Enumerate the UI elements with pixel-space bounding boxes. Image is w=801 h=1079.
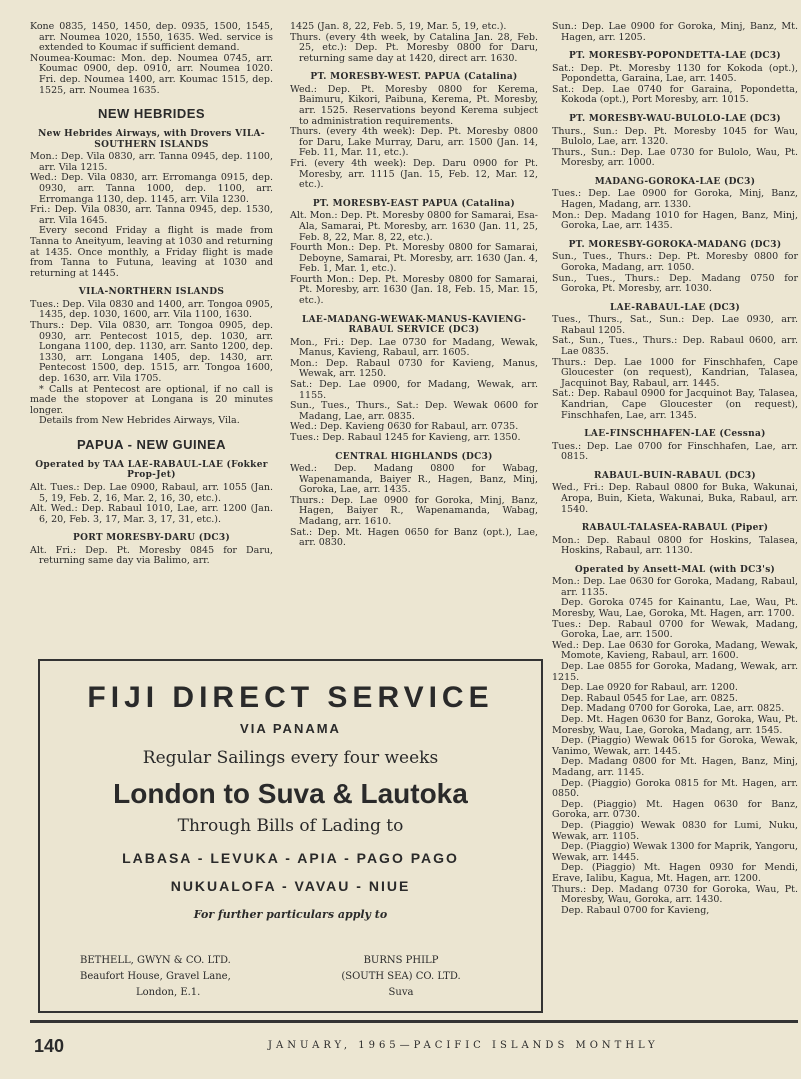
ad-address-line: BETHELL, GWYN & CO. LTD. [80, 955, 231, 966]
ad-address-line: Beaufort House, Gravel Lane, [80, 971, 231, 982]
ad-route: London to Suva & Lautoka [113, 778, 468, 809]
timetable-entry: Thurs., Sun.: Dep. Pt. Moresby 1045 for Wau, Bulolo, Lae, arr. 1320. [552, 125, 798, 148]
timetable-entry: Dep. Goroka 0745 for Kainantu, Lae, Wau, Pt. Moresby, Wau, Lae, Goroka, Mt. Hagen, arr. 1700. [552, 597, 798, 620]
ad-bills: Through Bills of Lading to [177, 816, 404, 836]
timetable-entry: Dep. (Piaggio) Goroka 0815 for Mt. Hagen, arr. 0850. [552, 777, 798, 800]
route-heading: RABAUL-BUIN-RABAUL (DC3) [594, 470, 756, 481]
timetable-entry: Mon.: Dep. Madang 1010 for Hagen, Banz, Minj, Goroka, Lae, arr. 1435. [552, 209, 798, 232]
ad-address-line: London, E.1. [136, 987, 201, 998]
timetable-entry: Dep. Lae 0855 for Goroka, Madang, Wewak, arr. 1215. [552, 661, 798, 683]
timetable-entry: Wed.: Dep. Lae 0630 for Goroka, Madang, Wewak, Momote, Kavieng, Rabaul, arr. 1600. [552, 639, 798, 662]
timetable-entry: Dep. Madang 0700 for Goroka, Lae, arr. 0825. [561, 703, 785, 715]
timetable-entry: Thurs.: Dep. Lae 1000 for Finschhafen, Cape Gloucester (on request), Kandrian, Talasea, Jacquinot Bay, Rabaul, arr. 1445. [552, 356, 798, 389]
ad-address-london [80, 953, 231, 1001]
ad-via: VIA PANAMA [240, 721, 341, 736]
timetable-entry: 1425 (Jan. 8, 22, Feb. 5, 19, Mar. 5, 19, etc.). [290, 21, 507, 32]
timetable-entry: Noumea-Koumac: Mon. dep. Noumea 0745, arr. Koumac 0900, dep. 0910, arr. Noumea 1020. Fri. dep. Noumea 1400, arr. Koumac 1515, dep. 1525, arr. Noumea 1635. [30, 52, 273, 96]
timetable-entry: Dep. (Piaggio) Wewak 0830 for Lumi, Nuku, Wewak, arr. 1105. [552, 819, 798, 842]
timetable-entry: Fri. (every 4th week): Dep. Daru 0900 for Pt. Moresby, arr. 1115 (Jan. 15, Feb. 12, Mar. 12, etc.). [290, 158, 538, 191]
timetable-entry: Wed.: Dep. Kavieng 0630 for Rabaul, arr. 0735. [290, 421, 519, 433]
timetable-entry: Dep. Lae 0920 for Rabaul, arr. 1200. [561, 682, 738, 694]
column-3 [552, 22, 798, 916]
timetable-entry: Dep. Madang 0800 for Mt. Hagen, Banz, Minj, Madang, arr. 1145. [552, 756, 798, 778]
ad-address-suva [336, 953, 466, 1001]
timetable-entry: Mon., Fri.: Dep. Lae 0730 for Madang, Wewak, Manus, Kavieng, Rabaul, arr. 1605. [290, 336, 538, 359]
section-heading: NEW HEBRIDES [97, 106, 206, 122]
running-footer: JANUARY, 1965—PACIFIC ISLANDS MONTHLY [268, 1040, 659, 1051]
column-2 [290, 22, 538, 549]
route-heading: Operated by TAA LAE-RABAUL-LAE (Fokker Prop-Jet) [35, 459, 268, 481]
route-heading: LAE-FINSCHHAFEN-LAE (Cessna) [584, 429, 766, 440]
footer-rule [30, 1020, 798, 1023]
route-heading: New Hebrides Airways, with Drovers VILA-SOUTHERN ISLANDS [38, 129, 265, 150]
timetable-entry: Fri.: Dep. Vila 0830, arr. Tanna 0945, dep. 1530, arr. Vila 1645. [30, 204, 273, 226]
timetable-entry: Dep. (Piaggio) Mt. Hagen 0930 for Mendi, Erave, Ialibu, Kagua, Mt. Hagen, arr. 1200. [552, 862, 798, 884]
route-heading: PT. MORESBY-WAU-BULOLO-LAE (DC3) [569, 114, 781, 125]
timetable-entry: Alt. Fri.: Dep. Pt. Moresby 0845 for Daru, returning same day via Balimo, arr. [30, 544, 273, 567]
ad-address-line: (SOUTH SEA) CO. LTD. [341, 971, 461, 982]
route-heading: PT. MORESBY-WEST. PAPUA (Catalina) [310, 72, 518, 83]
timetable-entry: Tues.: Dep. Rabaul 0700 for Wewak, Madang, Goroka, Lae, arr. 1500. [552, 618, 798, 641]
timetable-entry: Thurs.: Dep. Vila 0830, arr. Tongoa 0905, dep. 0930, arr. Pentecost 1015, dep. 1030, arr. Longana 1100, dep. 1130, arr. Santo 1200, dep. 1330, arr. Longana 1405, dep. 1430, arr. Pentecost 1500, dep. 1515, arr. Tongoa 1600, dep. 1630, arr. Vila 1705. [30, 319, 273, 384]
route-heading: PT. MORESBY-POPONDETTA-LAE (DC3) [569, 51, 781, 62]
route-heading: PT. MORESBY-GOROKA-MADANG (DC3) [568, 239, 782, 250]
timetable-entry: Wed.: Dep. Vila 0830, arr. Erromanga 0915, dep. 0930, arr. Tanna 1000, dep. 1100, arr. Erromanga 1130, dep. 1145, arr. Vila 1230. [30, 172, 273, 205]
timetable-entry: Alt. Tues.: Dep. Lae 0900, Rabaul, arr. 1055 (Jan. 5, 19, Feb. 2, 16, Mar. 2, 16, 30, etc.). [30, 481, 273, 504]
page-number: 140 [34, 1036, 65, 1056]
timetable-entry: Dep. Mt. Hagen 0630 for Banz, Goroka, Wau, Pt. Moresby, Wau, Lae, Goroka, Madang, arr. 1545. [552, 714, 798, 736]
ad-sailings: Regular Sailings every four weeks [142, 748, 439, 768]
route-heading: Operated by Ansett-MAL (with DC3's) [574, 564, 776, 575]
timetable-entry: Sat., Sun., Tues., Thurs.: Dep. Rabaul 0600, arr. Lae 0835. [552, 335, 798, 357]
timetable-entry: Sun., Tues., Thurs.: Dep. Madang 0750 for Goroka, Pt. Moresby, arr. 1030. [552, 272, 798, 295]
timetable-entry: Thurs. (every 4th week, by Catalina Jan. 28, Feb. 25, etc.): Dep. Pt. Moresby 0800 for Daru, returning same day at 1420, direct arr. 1630. [290, 31, 538, 64]
route-heading: PORT MORESBY-DARU (DC3) [73, 533, 230, 544]
timetable-entry: Kone 0835, 1450, 1450, dep. 0935, 1500, 1545, arr. Noumea 1020, 1550, 1635. Wed. service is extended to Koumac if sufficient demand. [30, 21, 273, 54]
route-heading: LAE-MADANG-WEWAK-MANUS-KAVIENG-RABAUL SERVICE (DC3) [301, 314, 527, 336]
ad-address-line: BURNS PHILP [363, 955, 439, 966]
timetable-entry: Dep. Rabaul 0545 for Lae, arr. 0825. [561, 692, 738, 704]
route-heading: RABAUL-TALASEA-RABAUL (Piper) [581, 523, 769, 534]
timetable-entry: Fourth Mon.: Dep. Pt. Moresby 0800 for Samarai, Deboyne, Samarai, Pt. Moresby, arr. 1630 (Jan. 4, Feb. 1, Mar. 1, etc.). [290, 242, 538, 275]
timetable-entry: Sat.: Dep. Mt. Hagen 0650 for Banz (opt.), Lae, arr. 0830. [290, 526, 538, 549]
timetable-entry: Details from New Hebrides Airways, Vila. [39, 415, 240, 427]
timetable-entry: Tues.: Dep. Lae 0700 for Finschhafen, Lae, arr. 0815. [552, 440, 798, 463]
timetable-entry: Tues.: Dep. Rabaul 1245 for Kavieng, arr. 1350. [290, 432, 521, 443]
ad-headline: FIJI DIRECT SERVICE [87, 681, 494, 714]
timetable-entry: Dep. (Piaggio) Mt. Hagen 0630 for Banz, Goroka, arr. 0730. [552, 798, 798, 821]
timetable-entry: Mon.: Dep. Lae 0630 for Goroka, Madang, Rabaul, arr. 1135. [552, 576, 798, 598]
timetable-entry: Mon.: Dep. Vila 0830, arr. Tanna 0945, dep. 1100, arr. Vila 1215. [30, 151, 273, 173]
timetable-entry: Fourth Mon.: Dep. Pt. Moresby 0800 for Samarai, Pt. Moresby, arr. 1630 (Jan. 18, Feb. 15, Mar. 15, etc.). [290, 273, 538, 307]
timetable-entry: Sat.: Dep. Pt. Moresby 1130 for Kokoda (opt.), Popondetta, Garaina, Lae, arr. 1405. [552, 62, 798, 85]
timetable-entry: Sat.: Dep. Lae 0900, for Madang, Wewak, arr. 1155. [290, 379, 538, 401]
route-heading: MADANG-GOROKA-LAE (DC3) [594, 176, 756, 187]
route-heading: CENTRAL HIGHLANDS (DC3) [335, 451, 493, 462]
route-heading: VILA-NORTHERN ISLANDS [78, 287, 225, 298]
timetable-entry: Thurs.: Dep. Lae 0900 for Goroka, Minj, Banz, Hagen, Baiyer R., Wapenamanda, Wabag, Madang, arr. 1610. [290, 494, 538, 528]
route-heading: PT. MORESBY-EAST PAPUA (Catalina) [312, 198, 516, 209]
ad-ports-2: NUKUALOFA - VAVAU - NIUE [170, 878, 411, 894]
timetable-entry: Tues., Thurs., Sat., Sun.: Dep. Lae 0930, arr. Rabaul 1205. [552, 314, 798, 336]
timetable-entry: Tues.: Dep. Vila 0830 and 1400, arr. Tongoa 0905, 1435, dep. 1030, 1600, arr. Vila 1100, 1630. [30, 298, 273, 321]
section-heading: PAPUA - NEW GUINEA [76, 436, 227, 452]
timetable-entry: * Calls at Pentecost are optional, if no call is made the stopover at Longana is 20 minutes longer. [30, 383, 273, 416]
column-1 [30, 22, 273, 567]
timetable-entry: Dep. (Piaggio) Wewak 0615 for Goroka, Wewak, Vanimo, Wewak, arr. 1445. [552, 735, 798, 757]
ad-apply: For further particulars apply to [193, 908, 388, 921]
timetable-entry: Mon.: Dep. Rabaul 0730 for Kavieng, Manus, Wewak, arr. 1250. [290, 357, 538, 380]
timetable-entry: Thurs. (every 4th week): Dep. Pt. Moresby 0800 for Daru, Lake Murray, Daru, arr. 1500 (Jan. 14, Feb. 11, Mar. 11, etc.). [290, 126, 538, 159]
timetable-entry: Sat.: Dep. Lae 0740 for Garaina, Popondetta, Kokoda (opt.), Port Moresby, arr. 1015. [552, 83, 798, 106]
timetable-entry: Sun.: Dep. Lae 0900 for Goroka, Minj, Banz, Mt. Hagen, arr. 1205. [552, 21, 798, 43]
timetable-entry: Wed.: Dep. Madang 0800 for Wabag, Wapenamanda, Baiyer R., Hagen, Banz, Minj, Goroka, Lae, arr. 1435. [290, 463, 538, 496]
timetable-entry: Sun., Tues., Thurs.: Dep. Pt. Moresby 0800 for Goroka, Madang, arr. 1050. [552, 251, 798, 273]
timetable-entry: Thurs., Sun.: Dep. Lae 0730 for Bulolo, Wau, Pt. Moresby, arr. 1000. [552, 146, 798, 169]
timetable-entry: Wed.: Dep. Pt. Moresby 0800 for Kerema, Baimuru, Kikori, Paibuna, Kerema, Pt. Moresby, arr. 1525. Reservations beyond Kerema subject to administration requirements. [290, 83, 538, 127]
timetable-entry: Alt. Mon.: Dep. Pt. Moresby 0800 for Samarai, Esa-Ala, Samarai, Pt. Moresby, arr. 1630 (Jan. 11, 25, Feb. 8, 22, Mar. 8, 22, etc.). [290, 210, 538, 243]
timetable-entry: Sat.: Dep. Rabaul 0900 for Jacquinot Bay, Talasea, Kandrian, Cape Gloucester (on request), Finschhafen, Lae, arr. 1345. [552, 388, 798, 421]
timetable-entry: Dep. (Piaggio) Wewak 1300 for Maprik, Yangoru, Wewak, arr. 1445. [552, 841, 798, 863]
timetable-entry: Mon.: Dep. Rabaul 0800 for Hoskins, Talasea, Hoskins, Rabaul, arr. 1130. [552, 534, 798, 557]
ad-ports-1: LABASA - LEVUKA - APIA - PAGO PAGO [122, 850, 459, 866]
ad-address-line: Suva [388, 987, 414, 998]
route-heading: LAE-RABAUL-LAE (DC3) [609, 302, 741, 313]
timetable-entry: Dep. Rabaul 0700 for Kavieng, [561, 904, 710, 916]
fiji-direct-service-advertisement [38, 659, 543, 1013]
timetable-entry: Wed., Fri.: Dep. Rabaul 0800 for Buka, Wakunai, Aropa, Buin, Kieta, Wakunai, Buka, Rabaul, arr. 1540. [552, 482, 798, 515]
timetable-entry: Sun., Tues., Thurs., Sat.: Dep. Wewak 0600 for Madang, Lae, arr. 0835. [290, 400, 538, 422]
timetable-entry: Thurs.: Dep. Madang 0730 for Goroka, Wau, Pt. Moresby, Wau, Goroka, arr. 1430. [552, 883, 798, 906]
timetable-entry: Alt. Wed.: Dep. Rabaul 1010, Lae, arr. 1200 (Jan. 6, 20, Feb. 3, 17, Mar. 3, 17, 31, etc.). [30, 503, 273, 525]
timetable-entry: Tues.: Dep. Lae 0900 for Goroka, Minj, Banz, Hagen, Madang, arr. 1330. [552, 188, 798, 211]
timetable-entry: Every second Friday a flight is made from Tanna to Aneityum, leaving at 1030 and returning at 1435. Once monthly, a Friday flight is made from Tanna to Futuna, leaving at 1030 and returning at 1445. [30, 225, 273, 279]
